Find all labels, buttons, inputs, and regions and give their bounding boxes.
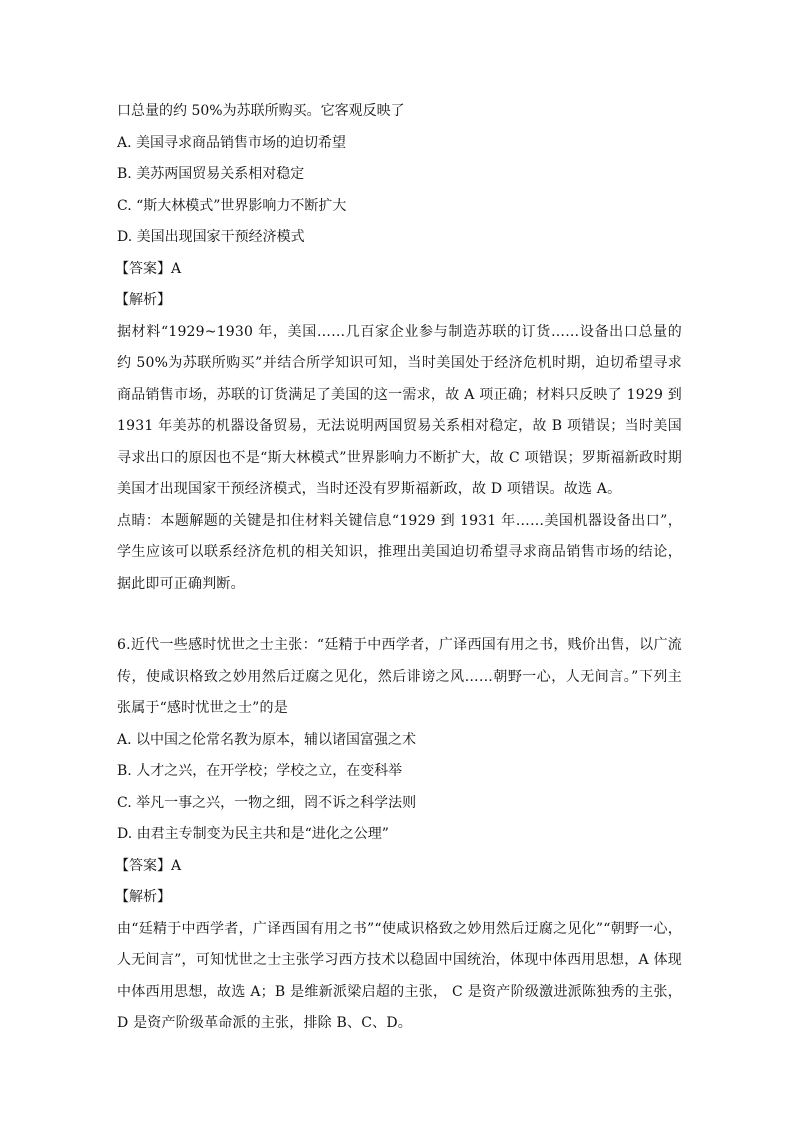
question-5-option-b: B. 美苏两国贸易关系相对稳定	[117, 166, 305, 182]
question-6-analysis-label: 【解析】	[115, 889, 171, 905]
question-5-analysis-label: 【解析】	[115, 292, 171, 308]
question-6-answer: 【答案】A	[115, 857, 182, 874]
question-6-option-c: C. 举凡一事之兴，一物之细，罔不诉之科学法则	[117, 794, 417, 811]
question-5-analysis: 据材料“1929~1930 年，美国……几百家企业参与制造苏联的订货……设备出口总量的约 50%为苏联所购买”并结合所学知识可知，当时美国处于经济危机时期，迫切希望寻求商品销售市场，苏联的订货满足了美国的这一需求，故 A 项正确；材料只反映了 1929 到 1931 年美苏的机器设备贸易，无法说明两国贸易关系相对稳定，故 B 项错误；当时美国寻求出口的原因也不是“斯大林模式”世界影响力不断扩大，故 C 项错误；罗斯福新政时期美国才出现国家干预经济模式，当时还没有罗斯福新政，故 D 项错误。故选 A。	[117, 323, 682, 497]
question-6-stem: 6.近代一些感时忧世之士主张：“廷精于中西学者，广译西国有用之书，贱价出售，以广流传，使咸识格致之妙用然后迂腐之见化，然后诽谤之风……朝野一心，人无间言。”下列主张属于“感时忧世之士”的是	[117, 637, 682, 716]
question-5-option-a: A. 美国寻求商品销售市场的迫切希望	[117, 134, 347, 151]
question-5-comment: 点睛：本题解题的关键是扣住材料关键信息“1929 到 1931 年……美国机器设备出口”，学生应该可以联系经济危机的相关知识，推理出美国迫切希望寻求商品销售市场的结论，据此即可正确判断。	[117, 512, 682, 592]
question-6	[117, 630, 682, 1040]
question-6-option-b: B. 人才之兴，在开学校；学校之立，在变科举	[117, 763, 403, 779]
question-5-answer: 【答案】A	[115, 260, 182, 277]
question-5-stem-tail: 口总量的约 50%为苏联所购买。它客观反映了	[117, 103, 405, 119]
question-6-option-a: A. 以中国之伦常名教为原本，辅以诸国富强之术	[117, 731, 417, 748]
question-6-analysis: 由“廷精于中西学者，广译西国有用之书”“使咸识格致之妙用然后迂腐之见化”“朝野一心，人无间言”，可知忧世之士主张学习西方技术以稳固中国统治，体现中体西用思想，A 体现中体西用思想，故选 A；B 是维新派梁启超的主张， C 是资产阶级激进派陈独秀的主张，D 是资产阶级革命派的主张，排除 B、C、D。	[117, 920, 682, 1031]
question-5	[117, 96, 682, 600]
question-6-option-d: D. 由君主专制变为民主共和是“进化之公理”	[117, 826, 389, 842]
question-5-option-d: D. 美国出现国家干预经济模式	[117, 229, 305, 245]
question-5-option-c: C. “斯大林模式”世界影响力不断扩大	[117, 197, 347, 214]
